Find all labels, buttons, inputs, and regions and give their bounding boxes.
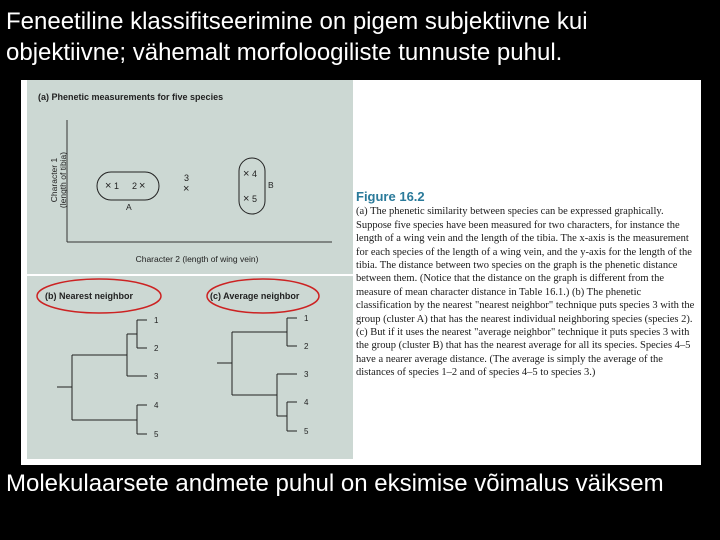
species-5-label: 5 (252, 194, 258, 204)
species-3-label: 3 (184, 173, 190, 183)
figure-panel (27, 80, 353, 459)
species-4-marker: × (243, 168, 250, 180)
species-2-label: 2 (132, 181, 138, 191)
dendrogram-nearest (57, 320, 147, 434)
species-1-marker: × (105, 180, 112, 192)
y-axis-label-1: Character 1 (49, 157, 59, 203)
species-5-marker: × (243, 193, 250, 205)
species-3-marker: × (183, 183, 190, 195)
average-leaf-5: 5 (304, 427, 309, 436)
nearest-leaf-2: 2 (154, 344, 159, 353)
nearest-leaf-5: 5 (154, 430, 159, 439)
species-2-marker: × (139, 180, 146, 192)
figure-image (21, 80, 701, 465)
panel-b-title: (b) Nearest neighbor (45, 291, 134, 301)
average-leaf-4: 4 (304, 398, 309, 407)
caption-title: Figure 16.2 (356, 189, 425, 204)
cluster-b-label: B (268, 180, 274, 190)
average-leaf-3: 3 (304, 370, 309, 379)
species-1-label: 1 (114, 181, 120, 191)
average-leaf-2: 2 (304, 342, 309, 351)
phenetic-diagram (27, 80, 353, 459)
nearest-leaf-4: 4 (154, 401, 159, 410)
panel-a-title: (a) Phenetic measurements for five species (38, 92, 224, 102)
cluster-a-label: A (126, 202, 132, 212)
slide-bottom-text: Molekulaarsete andmete puhul on eksimise võimalus väiksem (6, 470, 664, 497)
average-leaf-1: 1 (304, 314, 309, 323)
figure-caption (356, 190, 696, 380)
caption-text: (a) The phenetic similarity between species can be expressed graphically. Suppose five species have been measured for two characters, for instance the length of a wing vein and the length of the tibia. The x-axis is the measurement for each species of the length of a wing vein, and the y-axis for the length of the tibia. The distance between two species on the graph is the phenetic distance between them. (Notice that the distance on the graph is different from the measure of mean character distance in Table 16.1.) (b) The phenetic classification by the nearest "nearest neighbor" technique puts species 3 with the group (cluster A) that has the nearest individual neighboring species (species 2). (c) But if it uses the nearest "average neighbor" technique it puts species 3 with the group (cluster B) that has the nearest average for all its species. Species 4–5 have a nearer average distance. (The average is simply the average of the distances of species 1–2 and of species 4–5 to species 3.) (356, 206, 695, 379)
nearest-leaf-1: 1 (154, 316, 159, 325)
panel-c-title: (c) Average neighbor (210, 291, 300, 301)
slide-title: Feneetiline klassifitseerimine on pigem subjektiivne kui objektiivne; vähemalt morfoloogiliste tunnuste puhul. (6, 8, 588, 66)
cluster-b-loop (239, 158, 265, 214)
nearest-leaf-3: 3 (154, 372, 159, 381)
dendrogram-average (217, 318, 297, 431)
y-axis-label-2: (length of tibia) (58, 151, 68, 209)
x-axis-label: Character 2 (length of wing vein) (135, 254, 259, 264)
species-4-label: 4 (252, 169, 258, 179)
